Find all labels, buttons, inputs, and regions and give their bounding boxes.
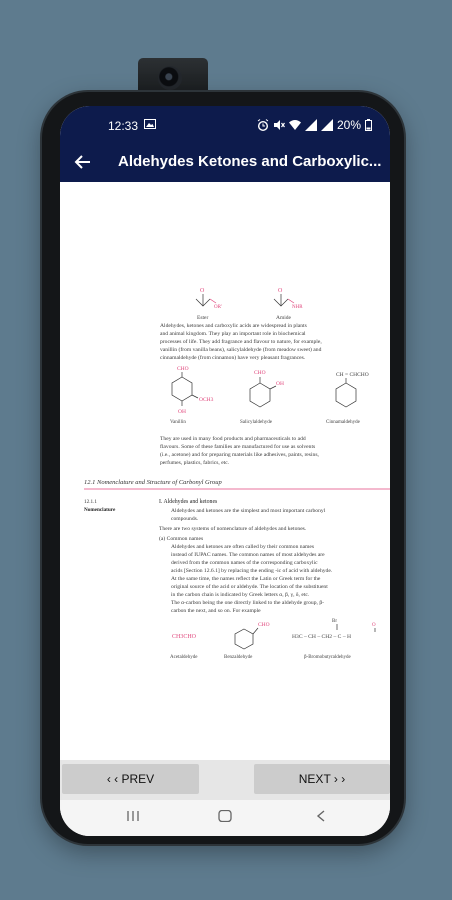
uses-line: They are used in many food products and pharmaceuticals to add [160, 436, 306, 442]
common-line: original source of the acid or aldehyde. The location of the substituent [171, 584, 328, 590]
wifi-icon [289, 119, 301, 131]
bromobutyraldehyde-formula: H3C – CH – CH2 – C – H [292, 634, 352, 640]
common-heading: (a) Common names [159, 536, 204, 542]
section-heading: 12.1 Nomenclature and Structure of Carbonyl Group [84, 479, 222, 486]
next-button[interactable]: NEXT › › [254, 764, 390, 794]
acetaldehyde-label: Acetaldehyde [170, 655, 198, 660]
textbook-page [60, 182, 390, 760]
page-title: Aldehydes Ketones and Carboxylic... [118, 153, 382, 170]
screen [60, 106, 390, 836]
image-notification-icon [144, 119, 156, 129]
salicyl-oh: OH [276, 381, 284, 387]
item-line: compounds. [171, 516, 199, 522]
camera-lens-icon [158, 66, 182, 90]
ester-label: Ester [197, 315, 209, 321]
systems-line: There are two systems of nomenclature of aldehydes and ketones. [159, 526, 307, 532]
example-br: Br [332, 619, 337, 624]
common-line: carbon the next, and so on. For example [171, 608, 261, 614]
vanillin-label: Vanillin [170, 420, 186, 425]
ester-group: OR' [214, 305, 222, 310]
svg-text:They are used in many food pro [160, 435, 320, 466]
back-nav-icon[interactable] [316, 810, 326, 822]
status-time: 12:33 [108, 119, 139, 133]
vanillin-oh: OH [178, 409, 186, 415]
intro-line: cinnamaldehyde (from cinnamon) have very pleasant fragrances. [160, 355, 306, 361]
salicylaldehyde-label: Salicylaldehyde [240, 420, 272, 425]
margin-number: 12.1.1 [84, 499, 97, 505]
svg-text:Aldehydes, ketones and carboxy [160, 323, 323, 361]
benzaldehyde-label: Benzaldehyde [224, 655, 253, 660]
signal-icon-2 [321, 119, 333, 131]
acetaldehyde-formula: CH3CHO [172, 634, 197, 640]
intro-line: and animal kingdom. They play an important role in biochemical [160, 331, 306, 337]
common-line: At the same time, the names reflect the Latin or Greek term for the [171, 576, 321, 582]
intro-line: Aldehydes, ketones and carboxylic acids are widespread in plants [160, 323, 307, 329]
cinnamal-formula: CH = CHCHO [336, 372, 369, 378]
uses-line: (i.e., acetone) and for preparing materials like adhesives, paints, resins, [160, 452, 319, 458]
home-icon[interactable] [218, 810, 232, 822]
common-line: instead of IUPAC names. The common names of most aldehydes are [171, 552, 325, 558]
common-line: Aldehydes and ketones are often called by their common names [171, 544, 315, 550]
footer-area [60, 760, 390, 836]
common-line: The α-carbon being the one directly linked to the aldehyde group, β- [171, 600, 325, 606]
recent-apps-icon[interactable] [126, 810, 140, 822]
signal-icon [305, 119, 317, 131]
status-icons [257, 118, 372, 132]
uses-line: flavours. Some of these families are manufactured for use as solvents [160, 444, 316, 450]
svg-text:O: O [200, 288, 205, 294]
status-bar [60, 106, 390, 142]
svg-text:Aldehydes and ketones are the [171, 508, 327, 522]
intro-line: processes of life. They add fragrance and flavour to nature, for example, [160, 339, 322, 345]
margin-title: Nomenclature [84, 507, 116, 513]
benzaldehyde-cho: CHO [258, 622, 270, 628]
amide-group: NHR [292, 305, 303, 310]
svg-text:Aldehydes and ketones are ofte [171, 543, 334, 614]
uses-line: perfumes, plastics, fabrics, etc. [160, 460, 230, 466]
svg-text:O: O [278, 288, 283, 294]
common-line: acids [Section 12.6.1] by replacing the ending -ic of acid with aldehyde. [171, 568, 333, 574]
vanillin-och3: OCH3 [199, 397, 214, 403]
back-arrow-icon[interactable] [74, 153, 92, 171]
alarm-icon [257, 119, 269, 131]
battery-icon [365, 119, 372, 131]
bromobutyraldehyde-label: β-Bromobutyraldehyde [304, 655, 351, 660]
common-line: in the carbon chain is indicated by Greek letters α, β, γ, δ, etc. [171, 592, 310, 598]
intro-line: vanillin (from vanilla beans), salicylaldehyde (from meadow sweet) and [160, 347, 322, 353]
cinnamaldehyde-label: Cinnamaldehyde [326, 420, 360, 425]
common-line: derived from the common names of the corresponding carboxylic [171, 560, 318, 566]
item-heading: I. Aldehydes and ketones [159, 499, 218, 505]
item-line: Aldehydes and ketones are the simplest and most important carbonyl [171, 508, 326, 514]
amide-label: Amide [276, 315, 291, 321]
vanillin-cho: CHO [177, 366, 189, 372]
document-page [60, 182, 390, 760]
salicyl-cho: CHO [254, 370, 266, 376]
app-bar [60, 142, 390, 182]
example-oxygen: O [372, 623, 376, 628]
system-nav-bar [60, 800, 390, 836]
prev-button[interactable]: ‹ ‹ PREV [62, 764, 199, 794]
mute-icon [273, 119, 285, 131]
battery-percent: 20% [336, 118, 361, 132]
